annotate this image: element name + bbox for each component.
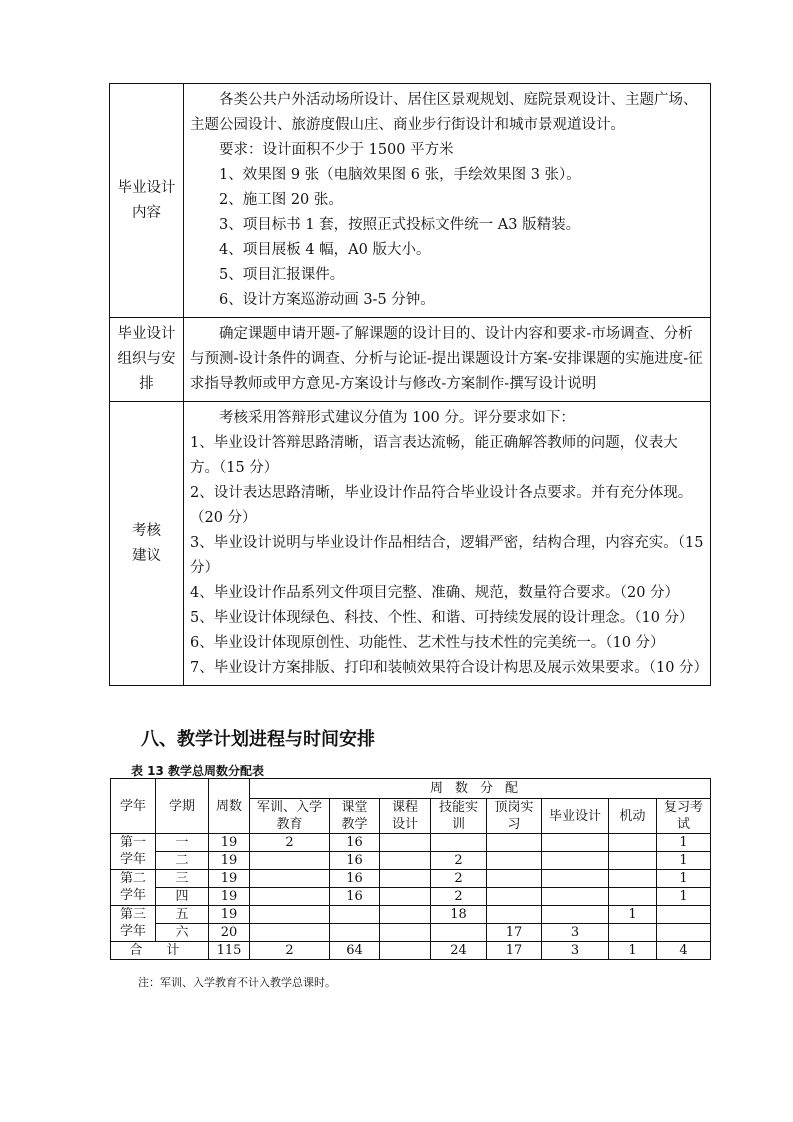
- total-cell: 4: [657, 942, 711, 960]
- table-row: [111, 834, 711, 852]
- table-cell: 3: [542, 924, 609, 942]
- design-content-cell: [184, 84, 711, 318]
- table-cell: 17: [487, 924, 542, 942]
- table-cell: [431, 834, 487, 852]
- table-row: [111, 852, 711, 870]
- table-cell: [380, 906, 431, 924]
- sub-header-cell: 毕业设计: [542, 799, 609, 834]
- assessment-item: 3、毕业设计说明与毕业设计作品相结合，逻辑严密，结构合理，内容充实。（15 分）: [190, 535, 704, 576]
- design-content-line: 6、设计方案巡游动画 3-5 分钟。: [219, 292, 435, 308]
- table-cell: [657, 924, 711, 942]
- organization-text: 确定课题申请开题-了解课题的设计目的、设计内容和要求-市场调查、分析与预测-设计条件的调查、分析与论证-提出课题设计方案-安排课题的实施进度-征求指导教师或甲方意见-方案设计与修改-方案制作-撰写设计说明: [190, 326, 703, 392]
- table-cell: 1: [657, 888, 711, 906]
- table-cell: 19: [209, 852, 250, 870]
- table-cell: [657, 906, 711, 924]
- total-cell: 3: [542, 942, 609, 960]
- school-year-cell: 第二学年: [111, 870, 156, 906]
- assessment-label: 考核建议: [110, 402, 184, 686]
- weeks-body: [111, 834, 711, 960]
- total-row: [111, 942, 711, 960]
- assessment-item: 1、毕业设计答辩思路清晰，语言表达流畅，能正确解答教师的问题，仪表大方。（15 分）: [190, 435, 678, 476]
- table-cell: 19: [209, 888, 250, 906]
- table-cell: 1: [657, 852, 711, 870]
- table-cell: 19: [209, 906, 250, 924]
- table-cell: 1: [657, 834, 711, 852]
- table-cell: 16: [330, 834, 380, 852]
- table-cell: 四: [156, 888, 209, 906]
- graduation-design-table: [109, 83, 711, 686]
- assessment-intro: 考核采用答辩形式建议分值为 100 分。评分要求如下：: [219, 410, 575, 426]
- sub-header-cell: 课堂教学: [330, 799, 380, 834]
- table-cell: 1: [657, 870, 711, 888]
- table-cell: [380, 870, 431, 888]
- table-cell: 2: [431, 852, 487, 870]
- table-row: [111, 924, 711, 942]
- sub-header-cell: 技能实训: [431, 799, 487, 834]
- table-cell: 二: [156, 852, 209, 870]
- col-year-header: 学年: [111, 779, 156, 834]
- table-cell: 20: [209, 924, 250, 942]
- table-cell: [380, 888, 431, 906]
- sub-header-cell: 顶岗实习: [487, 799, 542, 834]
- weeks-distribution-table: [110, 778, 711, 960]
- design-content-line: 1、效果图 9 张（电脑效果图 6 张，手绘效果图 3 张）。: [219, 167, 581, 183]
- table-cell: [542, 888, 609, 906]
- sub-header-cell: 复习考试: [657, 799, 711, 834]
- total-cell: 115: [209, 942, 250, 960]
- design-content-label: 毕业设计内容: [110, 84, 184, 318]
- table-cell: [609, 870, 657, 888]
- assessment-item: 6、毕业设计体现原创性、功能性、艺术性与技术性的完美统一。（10 分）: [190, 635, 665, 651]
- table-cell: [542, 852, 609, 870]
- total-cell: 2: [250, 942, 330, 960]
- table-cell: [380, 924, 431, 942]
- sub-header-cell: 机动: [609, 799, 657, 834]
- table-cell: [542, 906, 609, 924]
- table-cell: [609, 888, 657, 906]
- table-note: 注：军训、入学教育不计入教学总课时。: [138, 976, 336, 989]
- organization-row: [110, 318, 711, 402]
- table-cell: [542, 834, 609, 852]
- total-cell: [380, 942, 431, 960]
- table-cell: [609, 852, 657, 870]
- table-cell: [431, 924, 487, 942]
- sub-header-cell: 课程设计: [380, 799, 431, 834]
- table-cell: 16: [330, 888, 380, 906]
- table-row: [111, 906, 711, 924]
- total-label: 合 计: [111, 942, 209, 960]
- design-content-line: 2、施工图 20 张。: [219, 192, 343, 208]
- table-cell: [609, 924, 657, 942]
- table-cell: 2: [431, 888, 487, 906]
- design-content-line: 3、项目标书 1 套，按照正式投标文件统一 A3 版精装。: [219, 217, 581, 233]
- table-cell: [487, 852, 542, 870]
- table-cell: 一: [156, 834, 209, 852]
- assessment-cell: [184, 402, 711, 686]
- table-cell: 18: [431, 906, 487, 924]
- table-cell: [250, 870, 330, 888]
- table-cell: [487, 888, 542, 906]
- design-content-row: [110, 84, 711, 318]
- table-cell: [250, 888, 330, 906]
- table-cell: [380, 852, 431, 870]
- sub-header-cell: 军训、入学教育: [250, 799, 330, 834]
- table-cell: 16: [330, 870, 380, 888]
- assessment-item: 5、毕业设计体现绿色、科技、个性、和谐、可持续发展的设计理念。（10 分）: [190, 610, 694, 626]
- table-cell: 五: [156, 906, 209, 924]
- table-cell: 16: [330, 852, 380, 870]
- assessment-row: [110, 402, 711, 686]
- assessment-item: 2、设计表达思路清晰，毕业设计作品符合毕业设计各点要求。并有充分体现。（20 分）: [190, 485, 693, 526]
- design-content-line: 要求：设计面积不少于 1500 平方米: [219, 142, 454, 158]
- table-cell: [542, 870, 609, 888]
- table-cell: 2: [431, 870, 487, 888]
- table-caption: 表 13 教学总周数分配表: [131, 764, 265, 778]
- design-content-line: 5、项目汇报课件。: [219, 267, 345, 283]
- table-row: [111, 888, 711, 906]
- assessment-item: 4、毕业设计作品系列文件项目完整、准确、规范，数量符合要求。（20 分）: [190, 585, 680, 601]
- assessment-item: 7、毕业设计方案排版、打印和装帧效果符合设计构思及展示效果要求。（10 分）: [190, 660, 709, 676]
- table-cell: [487, 906, 542, 924]
- table-cell: [609, 834, 657, 852]
- table-cell: 1: [609, 906, 657, 924]
- table-cell: 六: [156, 924, 209, 942]
- table-cell: 19: [209, 834, 250, 852]
- weeks-distribution-header: 周数分配: [250, 779, 711, 799]
- table-cell: 2: [250, 834, 330, 852]
- organization-cell: [184, 318, 711, 402]
- design-content-line: 各类公共户外活动场所设计、居住区景观规划、庭院景观设计、主题广场、主题公园设计、旅游度假山庄、商业步行街设计和城市景观道设计。: [190, 92, 698, 133]
- col-term-header: 学期: [156, 779, 209, 834]
- total-cell: 24: [431, 942, 487, 960]
- table-row: [111, 870, 711, 888]
- table-cell: [487, 870, 542, 888]
- table-cell: [250, 852, 330, 870]
- col-weeks-header: 周数: [209, 779, 250, 834]
- total-cell: 17: [487, 942, 542, 960]
- design-content-line: 4、项目展板 4 幅，A0 版大小。: [219, 242, 431, 258]
- total-cell: 1: [609, 942, 657, 960]
- table-cell: 19: [209, 870, 250, 888]
- school-year-cell: 第一学年: [111, 834, 156, 870]
- table-cell: [487, 834, 542, 852]
- total-cell: 64: [330, 942, 380, 960]
- table-cell: [330, 906, 380, 924]
- table-cell: [330, 924, 380, 942]
- table-cell: [250, 924, 330, 942]
- section-heading: 八、教学计划进程与时间安排: [141, 729, 375, 750]
- header-row: [111, 779, 711, 799]
- school-year-cell: 第三学年: [111, 906, 156, 942]
- table-cell: [380, 834, 431, 852]
- organization-label: 毕业设计组织与安排: [110, 318, 184, 402]
- table-cell: 三: [156, 870, 209, 888]
- table-cell: [250, 906, 330, 924]
